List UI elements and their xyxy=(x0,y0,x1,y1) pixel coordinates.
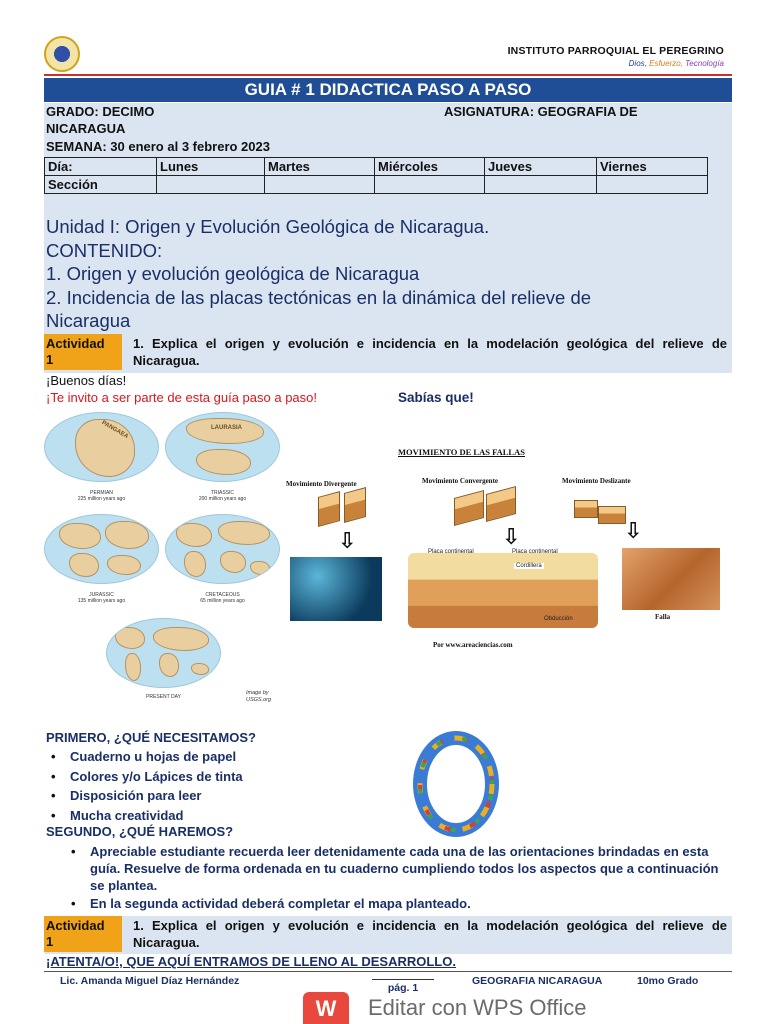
greeting: ¡Buenos días! xyxy=(46,373,127,388)
list-item: • En la segunda actividad deberá completar el mapa planteado. xyxy=(90,895,730,912)
did-you-know: Sabías que! xyxy=(398,390,474,405)
fault-photo xyxy=(622,548,720,610)
table-cell xyxy=(597,176,708,194)
table-cell: Día: xyxy=(45,158,157,176)
globe-present-day xyxy=(106,618,221,688)
list-item: • Cuaderno u hojas de papel xyxy=(70,747,243,767)
attention-banner: ¡ATENTA/O!, QUE AQUÍ ENTRAMOS DE LLENO AL DESARROLLO. xyxy=(46,954,456,969)
divergent-block-right xyxy=(344,487,366,523)
transform-label: Movimiento Deslizante xyxy=(562,477,631,485)
list-item: • Disposición para leer xyxy=(70,786,243,806)
rift-photo xyxy=(290,557,382,621)
plan-list xyxy=(90,843,730,913)
faults-diagram-title: MOVIMIENTO DE LAS FALLAS xyxy=(398,447,525,457)
edit-with-wps-link[interactable]: Editar con WPS Office xyxy=(368,995,587,1020)
mountain-range-label: Cordillera xyxy=(516,563,542,569)
institution-name: INSTITUTO PARROQUIAL EL PEREGRINO xyxy=(507,45,724,57)
list-item: • Colores y/o Lápices de tinta xyxy=(70,767,243,787)
unit-title: Unidad I: Origen y Evolución Geológica de Nicaragua. xyxy=(46,216,490,237)
institution-motto: Dios, Esfuerzo, Tecnología xyxy=(628,59,724,68)
globe-caption: CRETACEOUS 65 million years ago xyxy=(200,592,245,604)
footer-subject: GEOGRAFIA NICARAGUA xyxy=(472,975,603,987)
convergent-block-right xyxy=(486,486,516,522)
content-item: 2. Incidencia de las placas tectónicas en la dinámica del relieve de xyxy=(46,286,592,308)
continental-drift-figure xyxy=(44,410,284,710)
globe-caption: TRIASSIC 200 million years ago xyxy=(198,490,247,502)
globe-caption: PRESENT DAY xyxy=(146,694,181,700)
guide-title: GUIA # 1 DIDACTICA PASO A PASO xyxy=(44,78,732,102)
arrow-down-icon: ⇩ xyxy=(624,518,643,543)
school-crest-icon xyxy=(44,36,80,72)
activity-badge: Actividad 1 xyxy=(44,334,122,370)
week-label: SEMANA: 30 enero al 3 febrero 2023 xyxy=(46,139,270,154)
activity-text: 1. Explica el origen y evolución e incidencia en la modelación geológica del relieve de Nicaragua. xyxy=(133,918,727,950)
page-number: pág. 1 xyxy=(372,979,434,994)
table-cell xyxy=(375,176,485,194)
content-item-continued: Nicaragua xyxy=(46,310,131,331)
table-cell xyxy=(265,176,375,194)
table-cell: Jueves xyxy=(485,158,597,176)
globe-cretaceous xyxy=(165,514,280,584)
image-credit: Image by USGS.org xyxy=(246,690,272,703)
footer-grade: 10mo Grado xyxy=(637,975,699,987)
list-item: • Mucha creatividad xyxy=(70,806,243,826)
table-row xyxy=(45,158,708,176)
transform-block-right xyxy=(598,506,626,524)
table-row xyxy=(45,176,708,194)
table-cell: Martes xyxy=(265,158,375,176)
plan-heading: SEGUNDO, ¿QUÉ HAREMOS? xyxy=(46,824,234,839)
table-cell: Viernes xyxy=(597,158,708,176)
convergent-label: Movimiento Convergente xyxy=(422,477,499,485)
list-item: • Apreciable estudiante recuerda leer detenidamente cada una de las orientaciones brindadas en esta guía. Resuelve de forma ordenada en tu cuaderno cumpliendo todos los aspectos que a continuación se plantea. xyxy=(90,843,730,894)
content-item: 1. Origen y evolución geológica de Nicaragua xyxy=(46,263,420,284)
unit-content xyxy=(46,215,591,333)
schedule-table xyxy=(44,157,708,194)
plate-label: Placa continental xyxy=(428,549,474,555)
globe-jurassic xyxy=(44,514,159,584)
table-cell: Sección xyxy=(45,176,157,194)
transform-block-left xyxy=(574,500,598,518)
activity-badge: Actividad 1 xyxy=(44,916,122,952)
obduction-label: Obducción xyxy=(544,616,573,622)
content-heading: CONTENIDO: xyxy=(46,239,163,261)
diagram-source: Por www.areaciencias.com xyxy=(433,641,513,649)
grade-label: GRADO: DECIMO xyxy=(46,104,155,119)
needs-heading: PRIMERO, ¿QUÉ NECESITAMOS? xyxy=(46,730,256,745)
footer-divider xyxy=(44,971,732,972)
globe-permian: PANGAEA xyxy=(44,412,159,482)
divergent-label: Movimiento Divergente xyxy=(286,480,357,488)
globe-triassic: LAURASIA xyxy=(165,412,280,482)
subject-label: ASIGNATURA: GEOGRAFIA DE xyxy=(444,104,638,119)
globe-caption: JURASSIC 135 million years ago xyxy=(77,592,126,604)
arrow-down-icon: ⇩ xyxy=(502,524,521,549)
convergent-block-left xyxy=(454,490,484,526)
wps-logo-icon[interactable]: W xyxy=(303,992,349,1024)
fault-label: Falla xyxy=(655,613,671,621)
divergent-block-left xyxy=(318,491,340,527)
subject-label-continued: NICARAGUA xyxy=(46,121,126,136)
footer-author: Lic. Amanda Miguel Díaz Hernández xyxy=(60,975,240,987)
needs-list xyxy=(70,747,243,825)
school-supplies-illustration xyxy=(410,730,502,838)
table-cell: Lunes xyxy=(157,158,265,176)
arrow-down-icon: ⇩ xyxy=(338,528,357,553)
table-cell: Miércoles xyxy=(375,158,485,176)
globe-caption: PERMIAN 225 million years ago xyxy=(77,490,126,502)
plate-label: Placa continental xyxy=(512,549,558,555)
table-cell xyxy=(157,176,265,194)
table-cell xyxy=(485,176,597,194)
header-divider xyxy=(44,74,732,76)
invite-text: ¡Te invito a ser parte de esta guía paso a paso! xyxy=(46,390,318,405)
activity-text: 1. Explica el origen y evolución e incidencia en la modelación geológica del relieve de Nicaragua. xyxy=(133,336,727,368)
